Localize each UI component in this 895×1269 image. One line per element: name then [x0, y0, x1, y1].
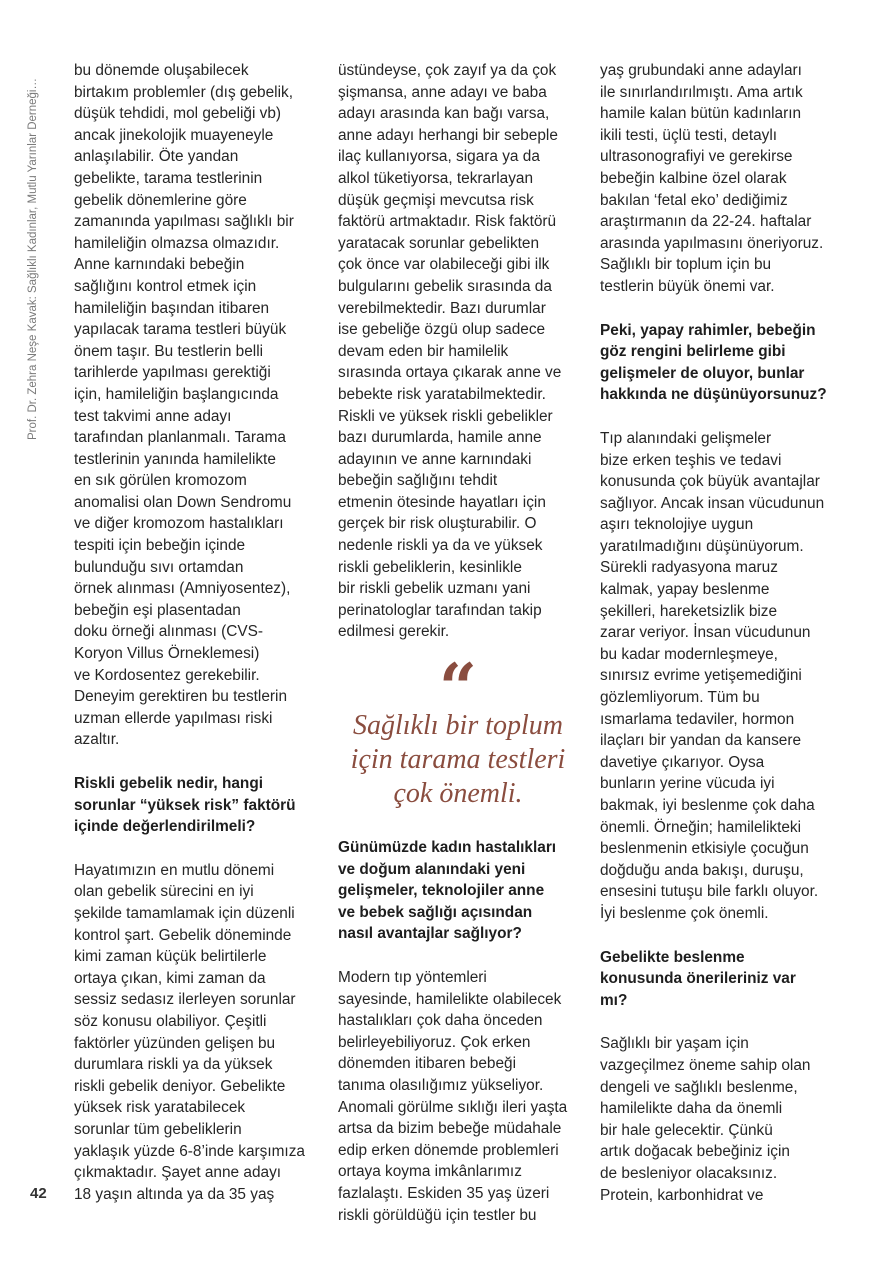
- text-line: gözlemliyorum. Tüm bu: [600, 689, 760, 707]
- text-line: sayesinde, hamilelikte olabilecek: [338, 990, 562, 1008]
- text-line: ve diğer kromozom hastalıkları: [74, 515, 284, 533]
- text-line: uzman ellerde yapılması riski: [74, 709, 273, 727]
- paragraph: [600, 1033, 850, 1206]
- text-line: test takvimi anne adayı: [74, 407, 232, 425]
- text-line: yüksek risk yaratabilecek: [74, 1099, 246, 1117]
- text-line: beslenmenin etkisiyle çocuğun: [600, 840, 809, 858]
- pull-quote: [338, 649, 578, 811]
- text-line: edip erken dönemde problemleri: [338, 1141, 559, 1159]
- text-column-1: [74, 60, 314, 1227]
- quote-mark-icon: “: [439, 649, 477, 728]
- running-head: Prof. Dr. Zehra Neşe Kavak: Sağlıklı Kadınlar, Mutlu Yarınlar Derneği…: [27, 78, 39, 440]
- text-line: Sağlıklı bir yaşam için: [600, 1035, 749, 1053]
- heading-line: ve doğum alanındaki yeni: [338, 860, 526, 878]
- text-line: şekilleri, hareketsizlik bize: [600, 602, 778, 620]
- text-line: yaş grubundaki anne adayları: [600, 62, 802, 79]
- text-line: bu kadar modernleşmeye,: [600, 645, 778, 663]
- text-line: sağlıyor. Ancak insan vücudunun: [600, 494, 825, 512]
- text-line: artık doğacak bebeğiniz için: [600, 1143, 790, 1161]
- text-line: gebelikte, tarama testlerinin: [74, 169, 263, 187]
- text-line: birtakım problemler (dış gebelik,: [74, 83, 293, 101]
- heading-line: gelişmeler, teknolojiler anne: [338, 882, 545, 900]
- text-line: düşük tehdidi, mol gebeliği vb): [74, 105, 282, 123]
- text-line: zarar veriyor. İnsan vücudunun: [600, 624, 811, 642]
- text-line: bize erken teşhis ve tedavi: [600, 451, 782, 469]
- paragraph: [74, 860, 314, 1206]
- text-line: verebilmektedir. Bazı durumlar: [338, 299, 546, 317]
- text-line: aşırı teknolojiye uygun: [600, 516, 754, 534]
- text-line: için, hamileliğin başlangıcında: [74, 385, 279, 403]
- text-line: Anomali görülme sıklığı ileri yaşta: [338, 1098, 568, 1116]
- text-line: sağlığını kontrol etmek için: [74, 277, 257, 295]
- text-line: tarafından planlanmalı. Tarama: [74, 429, 286, 447]
- text-line: ikili testi, üçlü testi, detaylı: [600, 126, 778, 144]
- heading-line: içinde değerlendirilmeli?: [74, 818, 256, 836]
- text-line: edilmesi gerekir.: [338, 623, 450, 641]
- text-line: ortaya çıkan, kimi zaman da: [74, 969, 266, 987]
- text-line: şekilde tamamlamak için düzenli: [74, 904, 295, 922]
- text-line: bebekte risk yaratabilmektedir.: [338, 385, 546, 403]
- text-line: hamileliğin başından itibaren: [74, 299, 270, 317]
- section-heading: [600, 320, 850, 406]
- section-heading: [338, 837, 578, 945]
- text-line: düşük geçmişi mevcutsa risk: [338, 191, 534, 209]
- text-line: kontrol şart. Gebelik döneminde: [74, 926, 292, 944]
- text-line: yaratılmadığını düşünüyorum.: [600, 537, 804, 555]
- section-heading: [74, 773, 314, 838]
- paragraph: [74, 60, 314, 751]
- text-line: etmenin ötesinde hayatları için: [338, 493, 546, 511]
- heading-line: nasıl avantajlar sağlıyor?: [338, 925, 522, 943]
- text-line: belirleyebiliyoruz. Çok erken: [338, 1033, 531, 1051]
- text-line: dengeli ve sağlıklı beslenme,: [600, 1078, 798, 1096]
- text-line: Tıp alanındaki gelişmeler: [600, 429, 772, 447]
- text-line: hamilelikte daha da önemli: [600, 1100, 783, 1118]
- text-line: kimi zaman küçük belirtilerle: [74, 948, 267, 966]
- text-line: çıkmaktadır. Şayet anne adayı: [74, 1164, 282, 1182]
- text-column-2: [338, 60, 578, 1248]
- text-line: testlerinin yanında hamilelikte: [74, 450, 276, 468]
- text-line: doku örneği alınması (CVS-: [74, 623, 264, 641]
- section-heading: [600, 947, 850, 1012]
- text-line: örnek alınması (Amniyosentez),: [74, 580, 291, 598]
- text-line: bir riskli gebelik uzmanı yani: [338, 580, 531, 598]
- paragraph: [338, 967, 578, 1226]
- text-line: çok önce var olabileceği gibi ilk: [338, 256, 550, 274]
- heading-line: mı?: [600, 991, 628, 1009]
- text-line: nedenle riskli ya da ve yüksek: [338, 537, 543, 555]
- text-line: ultrasonografiyi ve gerekirse: [600, 148, 793, 166]
- text-line: anlaşılabilir. Öte yandan: [74, 148, 239, 166]
- heading-line: Riskli gebelik nedir, hangi: [74, 775, 264, 792]
- text-line: yaklaşık yüzde 6-8’inde karşımıza: [74, 1142, 305, 1160]
- text-line: yaratacak sorunlar gebelikten: [338, 234, 540, 252]
- text-line: riskli gebeliklerin, kesinlikle: [338, 558, 522, 576]
- paragraph: [338, 60, 578, 643]
- text-line: ve Kordosentez gerekebilir.: [74, 666, 260, 684]
- text-line: bulunduğu sıvı ortamdan: [74, 558, 244, 576]
- text-line: bebeğin sağlığını tehdit: [338, 472, 498, 490]
- text-line: bakmak, iyi beslenme çok daha: [600, 797, 815, 814]
- text-line: devam eden bir hamilelik: [338, 342, 509, 360]
- heading-line: ve bebek sağlığı açısından: [338, 903, 533, 921]
- text-line: tespiti için bebeğin içinde: [74, 537, 246, 555]
- text-line: Deneyim gerektiren bu testlerin: [74, 688, 288, 706]
- page-number: 42: [30, 1185, 47, 1202]
- text-line: riskli görüldüğü için testler bu: [338, 1206, 537, 1224]
- text-line: üstündeyse, çok zayıf ya da çok: [338, 62, 557, 79]
- text-line: sırasında ortaya çıkarak anne ve: [338, 364, 562, 382]
- text-line: ancak jinekolojik muayeneyle: [74, 126, 274, 144]
- text-line: sorunlar tüm gebeliklerin: [74, 1120, 242, 1138]
- text-line: adayı arasında kan bağı varsa,: [338, 105, 550, 123]
- text-line: ise gebeliğe özgü olup sadece: [338, 321, 546, 339]
- text-line: sınırsız evrime yetişemediğini: [600, 667, 802, 685]
- text-line: bazı durumlarda, hamile anne: [338, 429, 542, 447]
- text-line: davetiye çıkarıyor. Oysa: [600, 753, 765, 771]
- text-line: bir hale gelecektir. Çünkü: [600, 1121, 773, 1139]
- text-line: riskli gebelik deniyor. Gebelikte: [74, 1077, 286, 1095]
- pull-quote-line: Sağlıklı bir toplum: [353, 710, 563, 742]
- text-line: ilaçları bir yandan da kansere: [600, 732, 802, 750]
- text-line: gerçek bir risk oluşturabilir. O: [338, 515, 537, 533]
- text-line: gebelik dönemlerine göre: [74, 191, 247, 209]
- text-line: hastalıkları çok daha önceden: [338, 1012, 543, 1030]
- text-line: hamile kalan bütün kadınların: [600, 105, 802, 123]
- paragraph: [600, 60, 850, 298]
- text-line: testlerin büyük önemi var.: [600, 277, 775, 295]
- text-line: hamileliğin olmazsa olmazıdır.: [74, 234, 280, 252]
- text-line: ensesini tutuşu bile farklı oluyor.: [600, 883, 819, 901]
- heading-line: konusunda önerileriniz var: [600, 970, 796, 988]
- text-line: bu dönemde oluşabilecek: [74, 62, 249, 79]
- text-column-3: [600, 60, 850, 1228]
- text-line: olan gebelik sürecini en iyi: [74, 883, 254, 901]
- pull-quote-line: için tarama testleri: [350, 744, 566, 776]
- text-line: alkol tüketiyorsa, tekrarlayan: [338, 169, 534, 187]
- text-line: dönemden itibaren bebeği: [338, 1055, 516, 1073]
- heading-line: Peki, yapay rahimler, bebeğin: [600, 321, 816, 339]
- text-line: fazlalaştı. Eskiden 35 yaş üzeri: [338, 1184, 550, 1202]
- heading-line: sorunlar “yüksek risk” faktörü: [74, 796, 296, 814]
- text-line: yapılacak tarama testleri büyük: [74, 321, 287, 339]
- text-line: anomalisi olan Down Sendromu: [74, 493, 292, 511]
- text-line: arasında yapılmasını öneriyoruz.: [600, 234, 824, 252]
- text-line: kalmak, yapay beslenme: [600, 581, 770, 599]
- text-line: faktörler yüzünden gelişen bu: [74, 1034, 276, 1052]
- text-line: tanıma olasılığımız yükseliyor.: [338, 1076, 544, 1094]
- text-line: ısmarlama tedaviler, hormon: [600, 710, 795, 728]
- text-line: de besleniyor olacaksınız.: [600, 1164, 778, 1182]
- text-line: perinatologlar tarafından takip: [338, 601, 542, 619]
- text-line: doğduğu anda bakışı, duruşu,: [600, 861, 804, 879]
- text-line: Protein, karbonhidrat ve: [600, 1186, 764, 1204]
- paragraph: [600, 428, 850, 925]
- text-line: Hayatımızın en mutlu dönemi: [74, 861, 275, 879]
- text-line: bakılan ‘fetal eko’ dediğimiz: [600, 191, 788, 209]
- heading-line: Gebelikte beslenme: [600, 948, 745, 966]
- text-line: adayının ve anne karnındaki: [338, 450, 532, 468]
- pull-quote-line: çok önemli.: [393, 778, 523, 810]
- text-line: konusunda çok büyük avantajlar: [600, 473, 820, 491]
- text-line: bulgularını gebelik sırasında da: [338, 277, 552, 295]
- text-line: Sağlıklı bir toplum için bu: [600, 256, 772, 274]
- text-line: bebeğin kalbine özel olarak: [600, 169, 787, 187]
- text-line: önem taşır. Bu testlerin belli: [74, 342, 264, 360]
- heading-line: hakkında ne düşünüyorsunuz?: [600, 386, 827, 404]
- text-line: ilaç kullanıyorsa, sigara ya da: [338, 148, 540, 166]
- text-line: araştırmanın da 22-24. haftalar: [600, 213, 812, 231]
- text-line: Anne karnındaki bebeğin: [74, 256, 245, 274]
- text-line: sessiz sedasız ilerleyen sorunlar: [74, 991, 296, 1009]
- text-line: önemli. Örneğin; hamilelikteki: [600, 818, 802, 836]
- text-line: en sık görülen kromozom: [74, 472, 247, 490]
- text-line: durumlara riskli ya da yüksek: [74, 1056, 273, 1074]
- text-line: İyi beslenme çok önemli.: [600, 904, 769, 922]
- text-line: 18 yaşın altında ya da 35 yaş: [74, 1185, 275, 1203]
- text-line: ortaya koyma imkânlarımız: [338, 1163, 522, 1181]
- text-line: Sürekli radyasyona maruz: [600, 559, 778, 577]
- heading-line: Günümüzde kadın hastalıkları: [338, 839, 557, 857]
- text-line: anne adayı herhangi bir sebeple: [338, 126, 558, 144]
- text-line: faktörü artmaktadır. Risk faktörü: [338, 213, 557, 231]
- text-line: bebeğin eşi plasentadan: [74, 601, 241, 619]
- text-line: artsa da bizim bebeğe müdahale: [338, 1120, 562, 1138]
- text-line: azaltır.: [74, 731, 120, 749]
- heading-line: gelişmeler de oluyor, bunlar: [600, 364, 805, 382]
- text-line: zamanında yapılması sağlıklı bir: [74, 213, 294, 231]
- text-line: vazgeçilmez öneme sahip olan: [600, 1056, 811, 1074]
- text-line: tarihlerde yapılması gerektiği: [74, 364, 271, 382]
- text-line: Riskli ve yüksek riskli gebelikler: [338, 407, 553, 425]
- text-line: söz konusu olabiliyor. Çeşitli: [74, 1012, 267, 1030]
- text-line: ile sınırlandırılmıştı. Ama artık: [600, 83, 803, 101]
- heading-line: göz rengini belirleme gibi: [600, 343, 786, 361]
- text-line: Modern tıp yöntemleri: [338, 969, 487, 986]
- text-line: Koryon Villus Örneklemesi): [74, 645, 260, 663]
- text-line: şişmansa, anne adayı ve baba: [338, 83, 547, 101]
- text-line: bunların yerine vücuda iyi: [600, 775, 775, 793]
